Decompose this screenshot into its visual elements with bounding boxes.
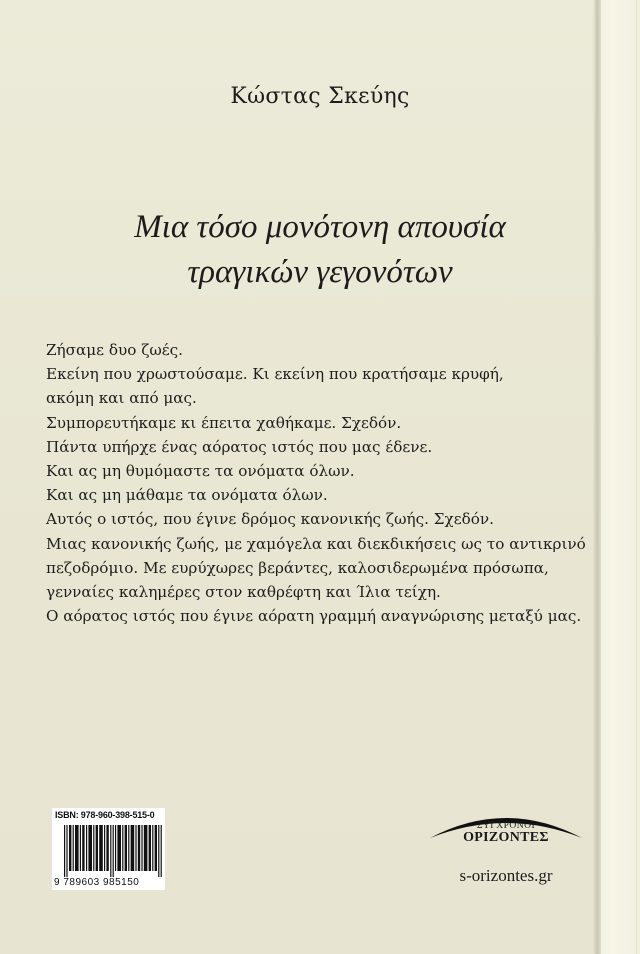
book-spine [601, 0, 640, 954]
blurb-line: Εκείνη που χρωστούσαμε. Κι εκείνη που κρατήσαμε κρυφή, [46, 365, 504, 384]
barcode-icon [64, 825, 162, 877]
book-title-line-1: Μια τόσο μονότονη απουσία [134, 209, 506, 245]
publisher-name-top: ΣΥΓΧΡΟΝΟΙ [476, 821, 536, 831]
blurb-line: Πάντα υπήρχε ένας αόρατος ιστός που μας έδενε. [46, 437, 433, 456]
book-title [0, 205, 640, 295]
blurb-line: Ζήσαμε δυο ζωές. [46, 341, 184, 359]
blurb-line: ακόμη και από μας. [46, 389, 197, 408]
publisher-website: s-orizontes.gr [459, 866, 553, 885]
blurb-line: Και ας μη μάθαμε τα ονόματα όλων. [46, 486, 328, 505]
author-name: Κώστας Σκεύης [230, 84, 410, 109]
blurb-line: Ο αόρατος ιστός που έγινε αόρατη γραμμή αναγνώρισης μεταξύ μας. [46, 607, 582, 626]
blurb-line: Αυτός ο ιστός, που έγινε δρόμος κανονικής ζωής. Σχεδόν. [46, 510, 494, 529]
book-title-line-2: τραγικών γεγονότων [187, 254, 453, 290]
isbn-barcode-block [52, 808, 165, 890]
blurb-line: Μιας κανονικής ζωής, με χαμόγελα και διεκδικήσεις ως το αντικρινό [46, 534, 586, 553]
publisher-logo [428, 806, 584, 848]
publisher-name-bottom: ΟΡΙΖΟΝΤΕΣ [463, 830, 549, 845]
isbn-label: ISBN: 978-960-398-515-0 [55, 810, 155, 820]
blurb-line: γενναίες καλημέρες στον καθρέφτη και Ίλια τείχη. [46, 583, 441, 602]
barcode-digits: 9 789603 985150 [54, 877, 140, 888]
blurb-text [46, 338, 586, 628]
blurb-line: Συμπορευτήκαμε κι έπειτα χαθήκαμε. Σχεδόν. [46, 413, 402, 432]
blurb-line: πεζοδρόμιο. Με ευρύχωρες βεράντες, καλοσιδερωμένα πρόσωπα, [46, 558, 549, 577]
blurb-line: Και ας μη θυμόμαστε τα ονόματα όλων. [46, 462, 355, 481]
spine-divider [636, 0, 637, 954]
